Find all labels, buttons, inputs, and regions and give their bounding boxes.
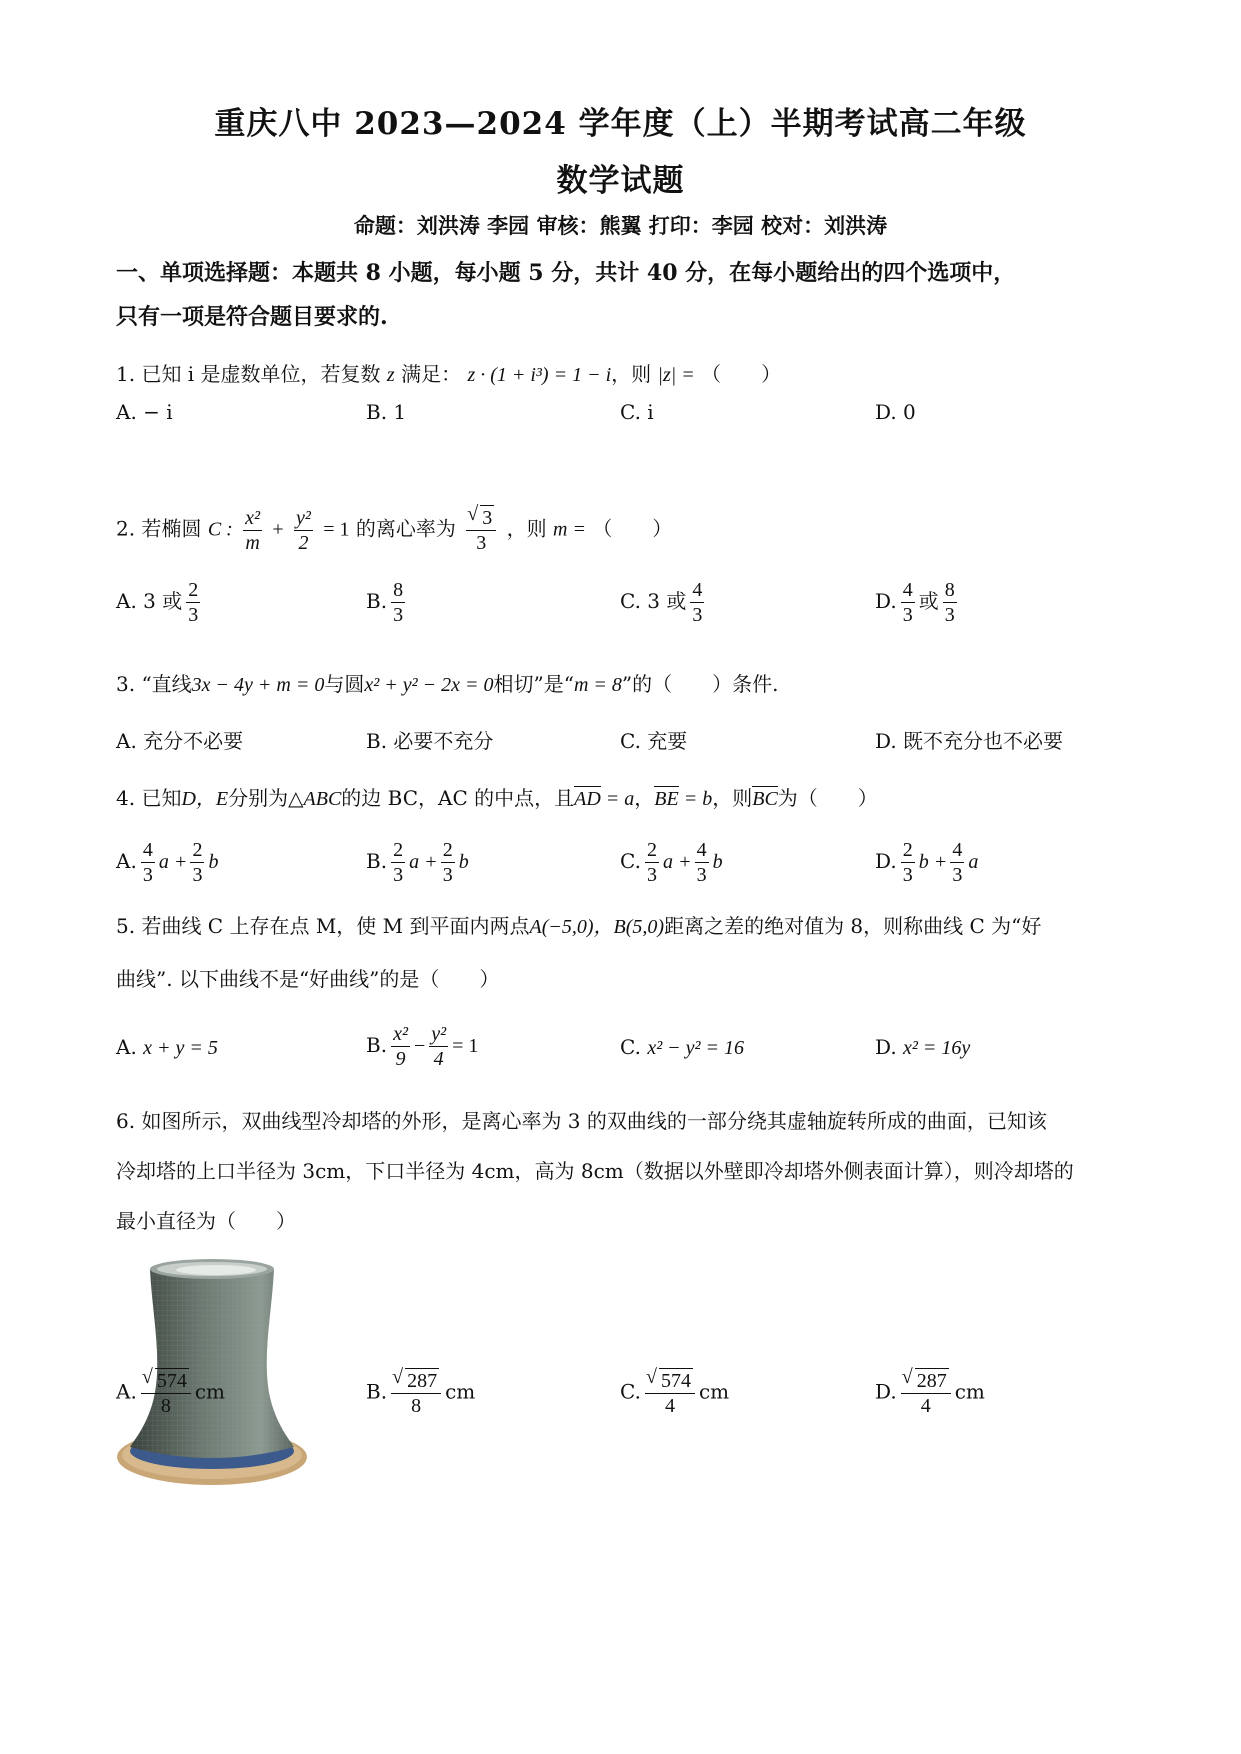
- q4-vec-be: BE: [654, 788, 679, 810]
- question-2-stem: 2. 若椭圆 C : $\frac{\text{x²}}{m}$ + $\frac{\text{y²}}{2}$ = 1 的离心率为 √ $\frac{3}{3}$ ，则 m = （ ）: [116, 505, 672, 555]
- q2-option-d-or: 或: [918, 589, 939, 613]
- q6c-radicand: √ 574: [659, 1368, 693, 1393]
- q1-equation: z · (1 + i³) = 1 − i: [467, 364, 612, 386]
- q6-option-c[interactable]: [620, 1368, 729, 1418]
- q2-option-b-label: B.: [366, 589, 388, 613]
- q5-option-d-label: D.: [875, 1035, 897, 1059]
- q4-text-b: 分别为: [228, 786, 289, 810]
- q6-option-b[interactable]: [366, 1368, 475, 1418]
- q4-option-c[interactable]: C. $\frac{2}{3}$ a + $\frac{4}{3}$ b: [620, 839, 723, 886]
- q3-text-a: 3. “直线: [116, 672, 192, 696]
- q2-frac-4-3-d: $\frac{4}{3}$: [902, 579, 913, 626]
- q5-text-b: 距离之差的绝对值为 8，则称曲线 C 为“好: [664, 914, 1042, 938]
- question-1-stem: [116, 358, 781, 387]
- q5-option-a[interactable]: [116, 1035, 218, 1060]
- q2-frac-x2-m: $\frac{\text{x²}}{m}$: [245, 506, 261, 554]
- q6-option-b-label: B.: [366, 1379, 388, 1404]
- q6a-unit: cm: [194, 1379, 225, 1404]
- q5b-frac-x2-9: $\frac{\text{x²}}{9}$: [393, 1023, 408, 1070]
- q5-option-d[interactable]: [875, 1035, 970, 1060]
- q2-frac-2-3: $\frac{2}{3}$: [188, 579, 199, 626]
- q1-option-a[interactable]: A. − i: [116, 400, 173, 424]
- q1-var-z: z: [386, 364, 395, 386]
- q1-option-c[interactable]: C. i: [620, 400, 654, 424]
- question-4-stem: [116, 782, 878, 811]
- q5-option-d-expr: x² = 16y: [903, 1037, 971, 1059]
- q2-text-d: （ ）: [592, 516, 673, 541]
- q2-option-d-label: D.: [875, 589, 897, 613]
- q4-points-de: D，E: [181, 788, 229, 810]
- q6-option-d-label: D.: [875, 1379, 897, 1404]
- exam-title: 重庆八中 2023—2024 学年度（上）半期考试高二年级: [214, 106, 1027, 142]
- q2-frac-8-3-d: $\frac{8}{3}$: [944, 579, 955, 626]
- q2-option-d[interactable]: [875, 578, 961, 627]
- q4c-frac-4-3: $\frac{4}{3}$: [696, 839, 707, 886]
- q5-option-b[interactable]: B. $\frac{\text{x²}}{9}$ − $\frac{\text{y²}}{4}$ = 1: [366, 1023, 479, 1070]
- q5b-frac-y2-4: $\frac{\text{y²}}{4}$: [431, 1023, 447, 1070]
- section-heading-line2: 只有一项是符合题目要求的.: [116, 304, 388, 330]
- q6-option-d[interactable]: [875, 1368, 985, 1418]
- q3-text-d: ”的（ ）条件.: [621, 672, 779, 696]
- q5-option-a-expr: x + y = 5: [143, 1037, 218, 1059]
- q3-circle-eq: x² + y² − 2x = 0: [364, 674, 494, 696]
- q6d-frac: [901, 1368, 951, 1418]
- question-6-line3: 最小直径为（ ）: [116, 1209, 296, 1233]
- q3-line-eq: 3x − 4y + m = 0: [191, 674, 325, 696]
- question-5-line1: [116, 910, 1041, 939]
- q2-option-c-label: C. 3 或: [620, 589, 687, 613]
- section-heading-line1: 一、单项选择题：本题共 8 小题，每小题 5 分，共计 40 分，在每小题给出的四个选项中，: [116, 260, 1016, 286]
- q1-text-b: 满足：: [401, 362, 462, 386]
- q3-option-c[interactable]: C. 充要: [620, 729, 688, 753]
- exam-subtitle: 数学试题: [556, 163, 685, 199]
- q6b-frac: [391, 1368, 441, 1418]
- q4d-frac-4-3: $\frac{4}{3}$: [952, 839, 963, 886]
- q4-text-d: ，: [634, 786, 655, 810]
- q1-text-a: 1. 已知 i 是虚数单位，若复数: [116, 362, 381, 386]
- question-6-line2: 冷却塔的上口半径为 3cm，下口半径为 4cm，高为 8cm（数据以外壁即冷却塔外侧表面计算），则冷却塔的: [116, 1159, 1074, 1183]
- q1-option-b[interactable]: B. 1: [366, 400, 407, 424]
- q2-ellipse-name: C :: [207, 518, 233, 541]
- q4-vec-bc: BC: [752, 788, 778, 810]
- q4-option-d-label: D.: [875, 849, 897, 873]
- q4c-frac-2-3: $\frac{2}{3}$: [646, 839, 657, 886]
- exam-credits: 命题：刘洪涛 李园 审核：熊翼 打印：李园 校对：刘洪涛: [353, 213, 888, 238]
- q4-text-f: 为（ ）: [777, 786, 878, 810]
- q4-text-a: 4. 已知: [116, 786, 182, 810]
- q2-option-a[interactable]: [116, 578, 204, 627]
- q4-text-e: ，则: [712, 786, 753, 810]
- q3-option-a[interactable]: A. 充分不必要: [116, 729, 244, 753]
- q4b-frac-2-3: $\frac{2}{3}$: [393, 839, 404, 886]
- q2-option-b[interactable]: [366, 578, 409, 627]
- q6c-unit: cm: [698, 1379, 730, 1404]
- q4a-frac-2-3: $\frac{2}{3}$: [192, 839, 203, 886]
- q5-option-c[interactable]: [620, 1035, 744, 1060]
- q1-option-d[interactable]: D. 0: [875, 400, 916, 424]
- q5-option-b-label: B.: [366, 1033, 388, 1057]
- q5-option-c-expr: x² − y² = 16: [647, 1037, 745, 1059]
- q2-frac-y2-2: $\frac{\text{y²}}{2}$: [296, 506, 311, 554]
- q2-frac-sqrt3-3: √ $\frac{3}{3}$: [466, 505, 496, 555]
- q4-option-b-label: B.: [366, 849, 388, 873]
- q6-option-a[interactable]: [116, 1368, 225, 1418]
- q4-option-b[interactable]: B. $\frac{2}{3}$ a + $\frac{2}{3}$ b: [366, 839, 469, 886]
- q2-text-c: ，则: [506, 516, 547, 541]
- question-5-line2: 曲线”. 以下曲线不是“好曲线”的是（ ）: [116, 967, 500, 991]
- q6a-frac: [141, 1368, 191, 1418]
- q6d-denom: 4: [920, 1395, 931, 1417]
- q6d-radicand: √ 287: [915, 1368, 949, 1393]
- q5-points: A(−5,0)，B(5,0): [529, 916, 665, 938]
- q6-option-c-label: C.: [620, 1379, 641, 1404]
- q6-option-a-label: A.: [116, 1379, 137, 1404]
- q6b-radicand: √ 287: [405, 1368, 439, 1393]
- q4b-frac-2-3-b: $\frac{2}{3}$: [442, 839, 453, 886]
- q4-option-c-label: C.: [620, 849, 641, 873]
- q3-m-eq: m = 8: [573, 674, 622, 696]
- q4-vec-ad-val: = a: [600, 788, 635, 810]
- q4-option-a-label: A.: [116, 849, 137, 873]
- q4d-frac-2-3: $\frac{2}{3}$: [902, 839, 913, 886]
- q1-text-d: （ ）: [701, 362, 782, 386]
- q5-text-a: 5. 若曲线 C 上存在点 M，使 M 到平面内两点: [116, 914, 530, 938]
- q1-modulus: |z| =: [657, 364, 695, 386]
- q5-option-c-label: C.: [620, 1035, 641, 1059]
- q4a-frac-4-3: $\frac{4}{3}$: [142, 839, 153, 886]
- q4-triangle: △ABC: [288, 788, 342, 810]
- q3-option-d[interactable]: D. 既不充分也不必要: [875, 729, 1064, 753]
- q6b-unit: cm: [445, 1379, 476, 1404]
- q2-text-b: 的离心率为: [355, 516, 456, 541]
- question-3-stem: [116, 668, 778, 697]
- q6c-frac: [645, 1368, 695, 1418]
- q6d-unit: cm: [954, 1379, 985, 1404]
- q2-option-a-label: A. 3 或: [116, 589, 183, 613]
- q2-option-c[interactable]: [620, 578, 708, 627]
- q4-vec-be-val: = b: [678, 788, 713, 810]
- q4-vec-ad: AD: [574, 788, 601, 810]
- q2-frac-4-3: $\frac{4}{3}$: [692, 579, 703, 626]
- q3-text-b: 与圆: [324, 672, 365, 696]
- q6a-radicand: √ 574: [155, 1368, 189, 1393]
- q4-option-a[interactable]: A. $\frac{4}{3}$ a + $\frac{2}{3}$ b: [116, 839, 219, 886]
- q6b-denom: 8: [411, 1395, 422, 1417]
- q4-option-d[interactable]: D. $\frac{2}{3}$ b + $\frac{4}{3}$ a: [875, 839, 979, 886]
- q6a-denom: 8: [160, 1395, 171, 1417]
- q6c-denom: 4: [664, 1395, 675, 1417]
- q5-option-a-label: A.: [116, 1035, 137, 1059]
- question-6-line1: 6. 如图所示，双曲线型冷却塔的外形，是离心率为 3 的双曲线的一部分绕其虚轴旋转所成的曲面，已知该: [116, 1109, 1047, 1133]
- q3-option-b[interactable]: B. 必要不充分: [366, 729, 494, 753]
- q1-text-c: ，则: [611, 362, 652, 386]
- q2-m-eq: m =: [553, 518, 586, 541]
- q2-frac-8-3: $\frac{8}{3}$: [393, 579, 404, 626]
- q2-text-a: 2. 若椭圆: [116, 516, 202, 541]
- q3-text-c: 相切”是“: [493, 672, 574, 696]
- q4-text-c: 的边 BC，AC 的中点，且: [341, 786, 575, 810]
